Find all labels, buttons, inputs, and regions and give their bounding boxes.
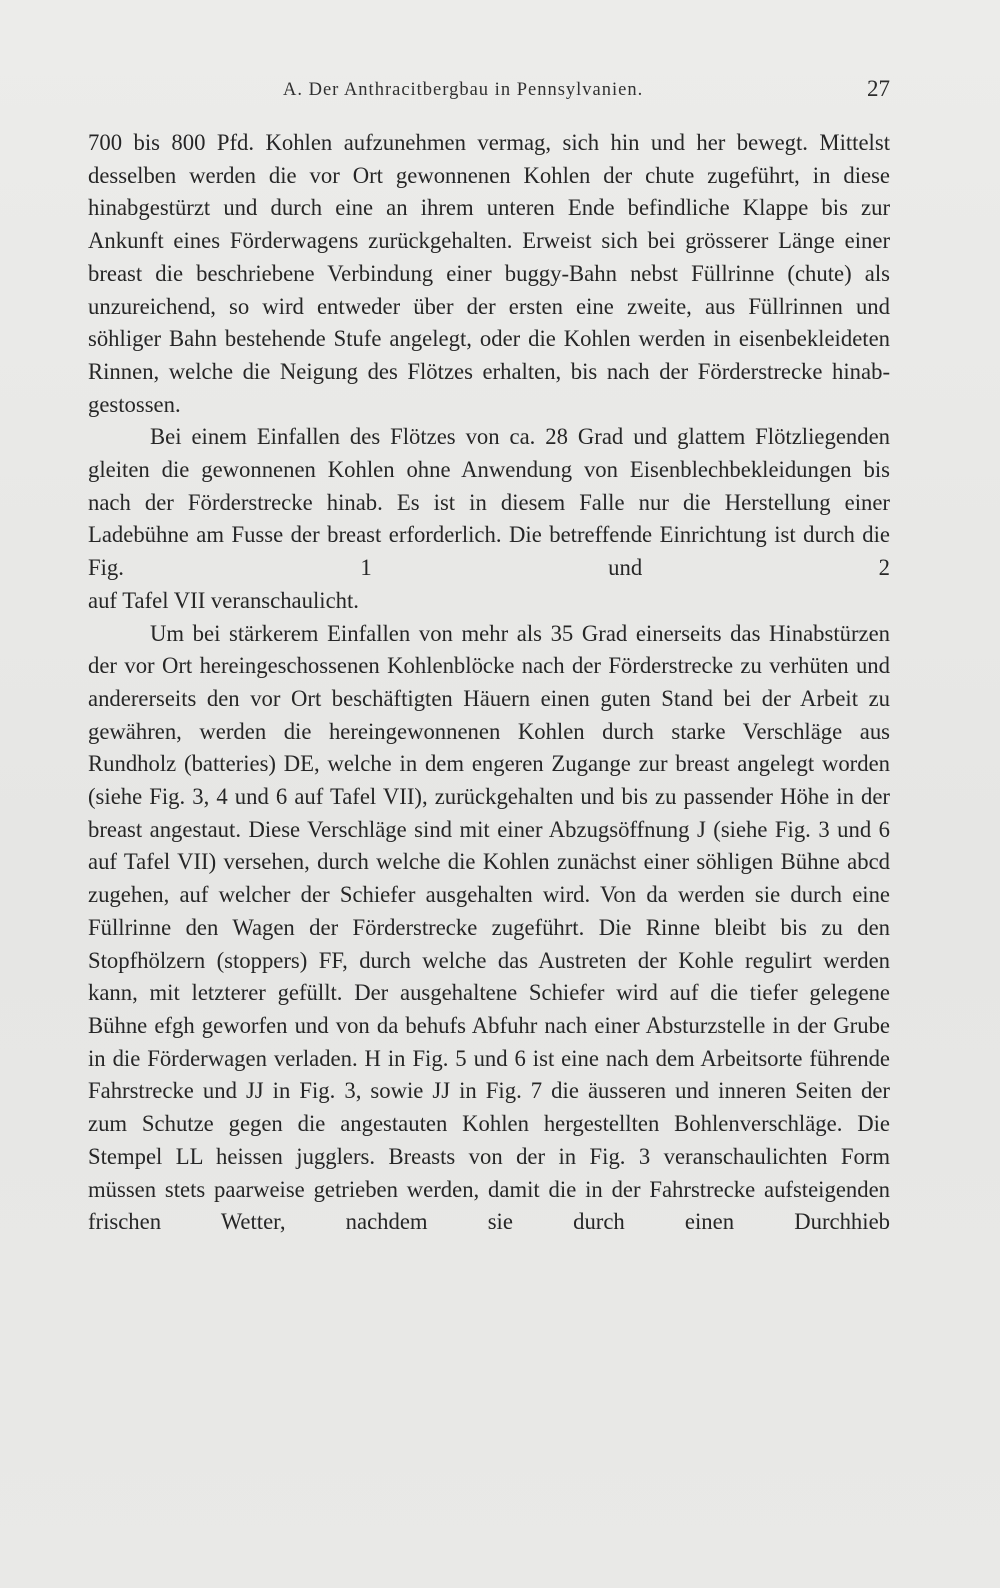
running-title: A. Der Anthracitbergbau in Pennsylvanien. — [283, 80, 644, 100]
paragraph-2: Bei einem Einfallen des Flötzes von ca. 28 Grad und glattem Flötzliegenden gleiten die gewonnenen Kohlen ohne Anwendung von Eisenblechbekleidungen bis nach der Förderstrecke hinab. Es ist in diesem Falle nur die Herstellung einer Ladebühne am Fusse der breast erforderlich. Die betreffende Einrichtung ist durch die Fig. 1 und 2 — [88, 424, 890, 581]
body-text — [88, 127, 890, 1239]
paragraph-1-last-line: gestossen. — [88, 391, 181, 417]
paragraph-2-last-line: auf Tafel VII veranschaulicht. — [88, 587, 359, 613]
paragraph-1: 700 bis 800 Pfd. Kohlen aufzunehmen vermag, sich hin und her bewegt. Mittelst desselben werden die vor Ort gewonnenen Kohlen der chute zugeführt, in diese hinabgestürzt und durch eine an ihrem unteren Ende befindliche Klappe bis zur Ankunft eines Förderwagens zurückgehalten. Erweist sich bei grösserer Länge einer breast die beschriebene Verbindung einer buggy-Bahn nebst Füllrinne (chute) als unzureichend, so wird entweder über der ersten eine zweite, aus Füllrinnen und söhliger Bahn bestehende Stufe angelegt, oder die Kohlen werden in eisenbekleideten Rinnen, welche die Neigung des Flötzes erhalten, bis nach der Förderstrecke hinab- — [88, 130, 890, 384]
running-header — [88, 76, 890, 110]
page-number: 27 — [867, 76, 890, 101]
paragraph-3: Um bei stärkerem Einfallen von mehr als 35 Grad einerseits das Hinabstürzen der vor Ort hereingeschossenen Kohlenblöcke nach der Förderstrecke zu verhüten und andererseits den vor Ort beschäftigten Häuern einen guten Stand bei der Arbeit zu gewähren, werden die hereingewonnenen Kohlen durch starke Verschläge aus Rundholz (batteries) DE, welche in dem engeren Zugange zur breast angelegt worden (siehe Fig. 3, 4 und 6 auf Tafel VII), zurückgehalten und bis zu passender Höhe in der breast angestaut. Diese Verschläge sind mit einer Abzugsöffnung J (siehe Fig. 3 und 6 auf Tafel VII) versehen, durch welche die Kohlen zunächst einer söhligen Bühne abcd zugehen, auf welcher der Schiefer ausgehalten wird. Von da werden sie durch eine Füllrinne den Wagen der Förderstrecke zugeführt. Die Rinne bleibt bis zu den Stopfhölzern (stoppers) FF, durch welche das Austreten der Kohle regulirt werden kann, mit letzterer gefüllt. Der ausgehaltene Schiefer wird auf die tiefer gelegene Bühne efgh geworfen und von da behufs Abfuhr nach einer Absturzstelle in der Grube in die Förderwagen verladen. H in Fig. 5 und 6 ist eine nach dem Arbeitsorte führende Fahrstrecke und JJ in Fig. 3, sowie JJ in Fig. 7 die äusseren und inneren Seiten der zum Schutze gegen die angestauten Kohlen hergestellten Bohlenverschläge. Die Stempel LL heissen jugglers. Breasts von der in Fig. 3 veranschaulichten Form müssen stets paarweise getrieben werden, damit die in der Fahrstrecke aufsteigenden frischen Wetter, nachdem sie durch einen Durchhieb — [88, 620, 890, 1235]
